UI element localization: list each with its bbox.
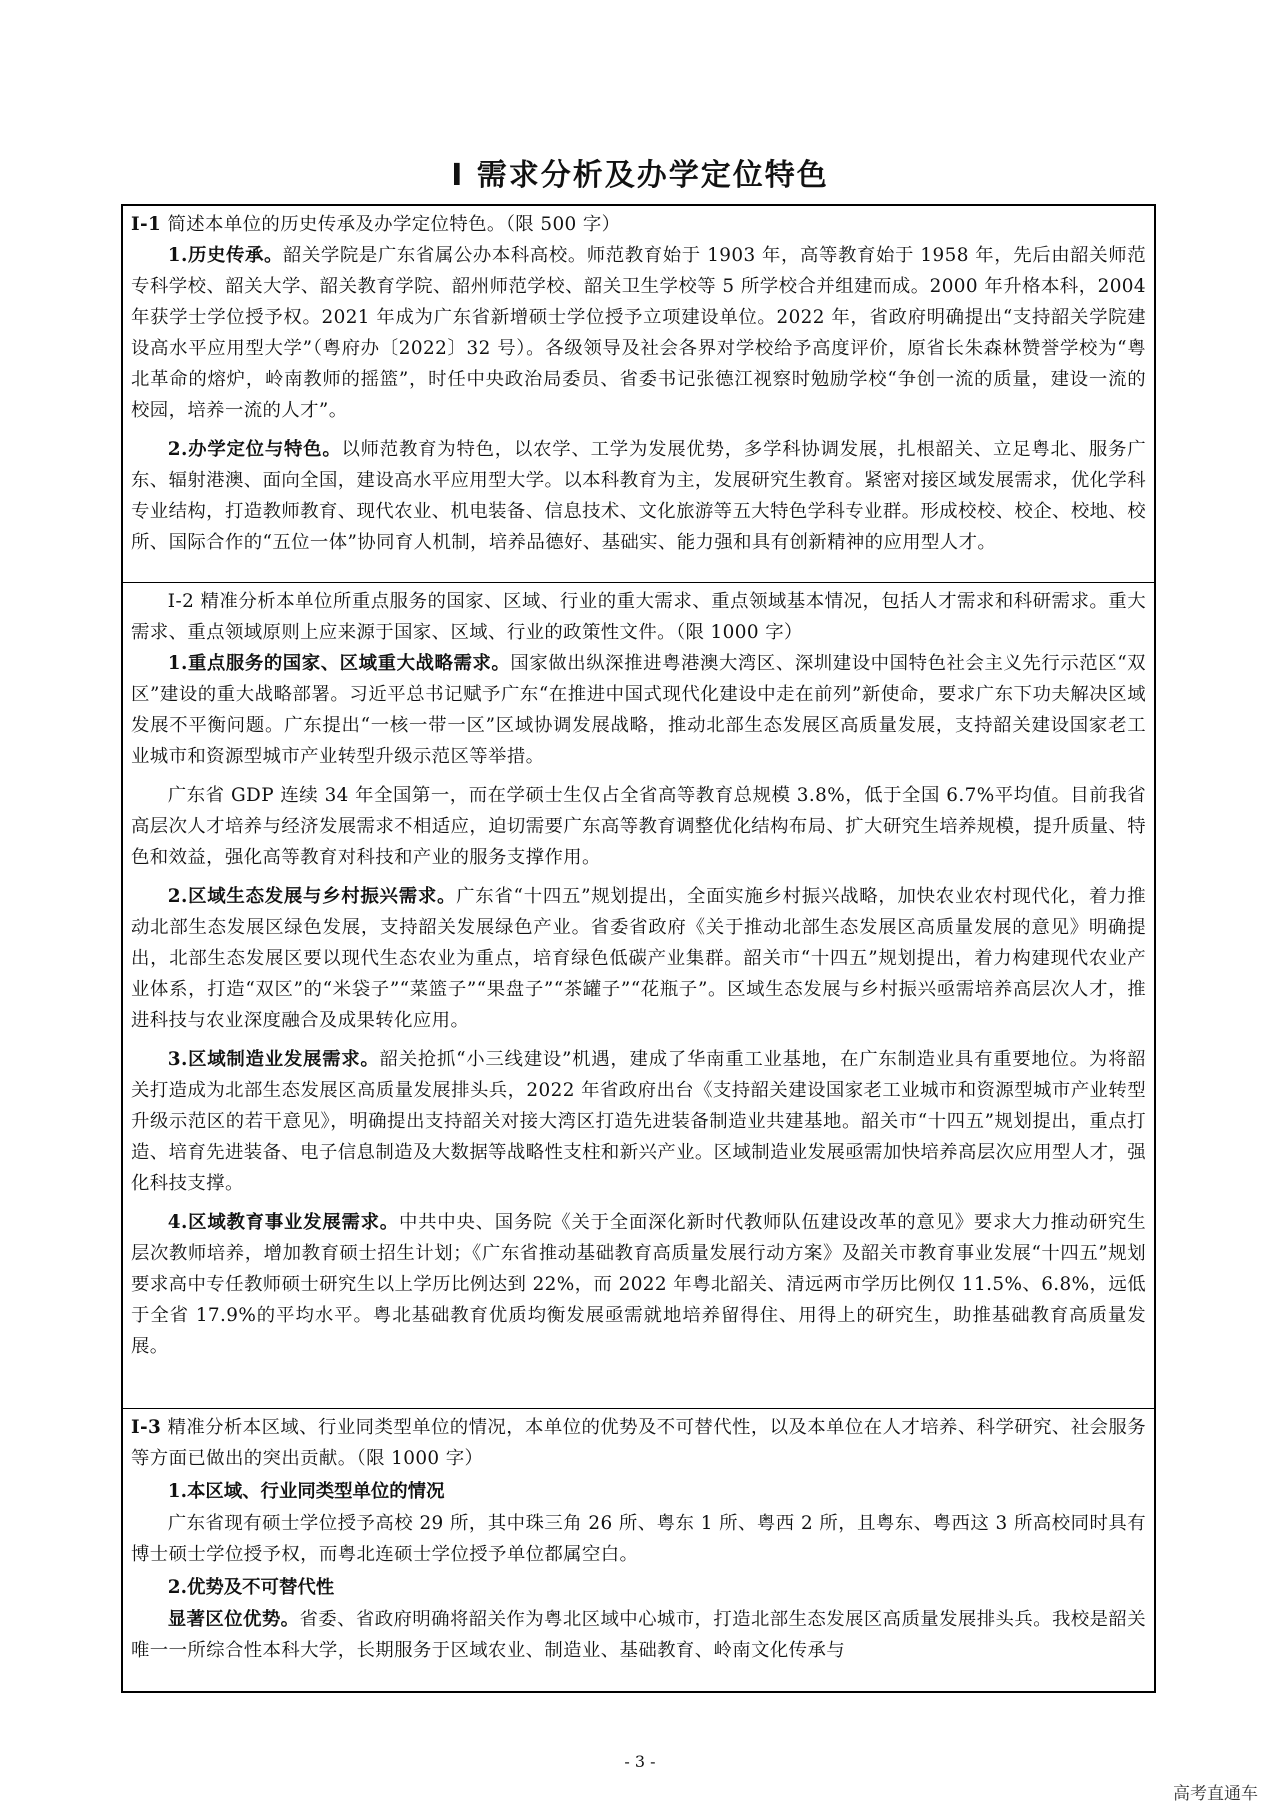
section-question bbox=[131, 586, 1146, 648]
paragraph bbox=[131, 881, 1146, 1036]
paragraph-text: 中共中央、国务院《关于全面深化新时代教师队伍建设改革的意见》要求大力推动研究生层次教师培养，增加教育硕士招生计划；《广东省推动基础教育高质量发展行动方案》及韶关市教育事业发展“十四五”规划要求高中专任教师硕士研究生以上学历比例达到 22%，而 2022 年粤北韶关、清远两市学历比例仅 11.5%、6.8%，远低于全省 17.9%的平均水平。粤北基础教育优质均衡发展亟需就地培养留得住、用得上的研究生，助推基础教育高质量发展。 bbox=[131, 1212, 1146, 1357]
section-number: I-2 bbox=[167, 591, 195, 612]
paragraph bbox=[131, 240, 1146, 426]
question-text: 精准分析本区域、行业同类型单位的情况，本单位的优势及不可替代性，以及本单位在人才培养、科学研究、社会服务等方面已做出的突出贡献。（限 1000 字） bbox=[131, 1417, 1146, 1469]
paragraph bbox=[131, 1044, 1146, 1199]
paragraph-heading: 显著区位优势。 bbox=[167, 1609, 300, 1630]
section-number: I-3 bbox=[131, 1417, 162, 1438]
paragraph bbox=[131, 1604, 1146, 1666]
watermark: 高考直通车 bbox=[1173, 1784, 1258, 1804]
paragraph-text: 以师范教育为特色，以农学、工学为发展优势，多学科协调发展，扎根韶关、立足粤北、服务广东、辐射港澳、面向全国，建设高水平应用型大学。以本科教育为主，发展研究生教育。紧密对接区域发展需求，优化学科专业结构，打造教师教育、现代农业、机电装备、信息技术、文化旅游等五大特色学科专业群。形成校校、校企、校地、校所、国际合作的“五位一体”协同育人机制，培养品德好、基础实、能力强和具有创新精神的应用型人才。 bbox=[131, 439, 1146, 553]
paragraph bbox=[131, 648, 1146, 772]
subheading: 1.本区域、行业同类型单位的情况 bbox=[167, 1481, 445, 1502]
paragraph-heading: 4.区域教育事业发展需求。 bbox=[167, 1212, 399, 1233]
question-text: 简述本单位的历史传承及办学定位特色。（限 500 字） bbox=[161, 214, 621, 235]
paragraph-text: 韶关抢抓“小三线建设”机遇，建成了华南重工业基地，在广东制造业具有重要地位。为将韶关打造成为北部生态发展区高质量发展排头兵，2022 年省政府出台《支持韶关建设国家老工业城市和资源型城市产业转型升级示范区的若干意见》，明确提出支持韶关对接大湾区打造先进装备制造业共建基地。韶关市“十四五”规划提出，重点打造、培育先进装备、电子信息制造及大数据等战略性支柱和新兴产业。区域制造业发展亟需加快培养高层次应用型人才，强化科技支撑。 bbox=[131, 1049, 1146, 1194]
section-i-1 bbox=[123, 206, 1154, 582]
paragraph: 广东省现有硕士学位授予高校 29 所，其中珠三角 26 所、粤东 1 所、粤西 2 所，且粤东、粤西这 3 所高校同时具有博士硕士学位授予权，而粤北连硕士学位授予单位都属空白。 bbox=[131, 1513, 1146, 1565]
paragraph-text: 省委、省政府明确将韶关作为粤北区域中心城市，打造北部生态发展区高质量发展排头兵。我校是韶关唯一一所综合性本科大学，长期服务于区域农业、制造业、基础教育、岭南文化传承与 bbox=[131, 1609, 1146, 1661]
page-number: - 3 - bbox=[624, 1752, 656, 1771]
paragraph-heading: 1.重点服务的国家、区域重大战略需求。 bbox=[167, 653, 511, 674]
paragraph-text: 国家做出纵深推进粤港澳大湾区、深圳建设中国特色社会主义先行示范区“双区”建设的重大战略部署。习近平总书记赋予广东“在推进中国式现代化建设中走在前列”新使命，要求广东下功夫解决区域发展不平衡问题。广东提出“一核一带一区”区域协调发展战略，推动北部生态发展区高质量发展，支持韶关建设国家老工业城市和资源型城市产业转型升级示范区等举措。 bbox=[131, 653, 1146, 767]
paragraph bbox=[131, 780, 1146, 873]
section-question bbox=[131, 1412, 1146, 1474]
form-table bbox=[121, 204, 1156, 1693]
paragraph-heading: 3.区域制造业发展需求。 bbox=[167, 1049, 380, 1070]
paragraph-heading: 1.历史传承。 bbox=[167, 245, 283, 266]
question-text: 精准分析本单位所重点服务的国家、区域、行业的重大需求、重点领域基本情况，包括人才需求和科研需求。重大需求、重点领域原则上应来源于国家、区域、行业的政策性文件。（限 1000 字） bbox=[131, 591, 1146, 643]
paragraph-heading: 2.区域生态发展与乡村振兴需求。 bbox=[167, 886, 457, 907]
paragraph-text: 韶关学院是广东省属公办本科高校。师范教育始于 1903 年，高等教育始于 1958 年，先后由韶关师范专科学校、韶关大学、韶关教育学院、韶州师范学校、韶关卫生学校等 5 所学校合并组建而成。2000 年升格本科，2004 年获学士学位授予权。2021 年成为广东省新增硕士学位授予立项建设单位。2022 年，省政府明确提出“支持韶关学院建设高水平应用型大学”（粤府办〔2022〕32 号）。各级领导及社会各界对学校给予高度评价，原省长朱森林赞誉学校为“粤北革命的熔炉，岭南教师的摇篮”，时任中央政治局委员、省委书记张德江视察时勉励学校“争创一流的质量，建设一流的校园，培养一流的人才”。 bbox=[131, 245, 1146, 421]
page-title: I 需求分析及办学定位特色 bbox=[451, 158, 829, 193]
section-question bbox=[131, 209, 1146, 240]
section-i-2 bbox=[123, 582, 1154, 1408]
paragraph-heading: 2.办学定位与特色。 bbox=[167, 439, 342, 460]
section-i-3 bbox=[123, 1408, 1154, 1691]
subheading: 2.优势及不可替代性 bbox=[167, 1577, 335, 1598]
paragraph-text: 广东省“十四五”规划提出，全面实施乡村振兴战略，加快农业农村现代化，着力推动北部生态发展区绿色发展，支持韶关发展绿色产业。省委省政府《关于推动北部生态发展区高质量发展的意见》明确提出，北部生态发展区要以现代生态农业为重点，培育绿色低碳产业集群。韶关市“十四五”规划提出，着力构建现代农业产业体系，打造“双区”的“米袋子”“菜篮子”“果盘子”“茶罐子”“花瓶子”。区域生态发展与乡村振兴亟需培养高层次人才，推进科技与农业深度融合及成果转化应用。 bbox=[131, 886, 1146, 1031]
paragraph bbox=[131, 434, 1146, 558]
paragraph-text: 广东省 GDP 连续 34 年全国第一，而在学硕士生仅占全省高等教育总规模 3.8%，低于全国 6.7%平均值。目前我省高层次人才培养与经济发展需求不相适应，迫切需要广东高等教育调整优化结构布局、扩大研究生培养规模，提升质量、特色和效益，强化高等教育对科技和产业的服务支撑作用。 bbox=[131, 785, 1146, 868]
section-number: I-1 bbox=[131, 214, 162, 235]
paragraph bbox=[131, 1207, 1146, 1362]
